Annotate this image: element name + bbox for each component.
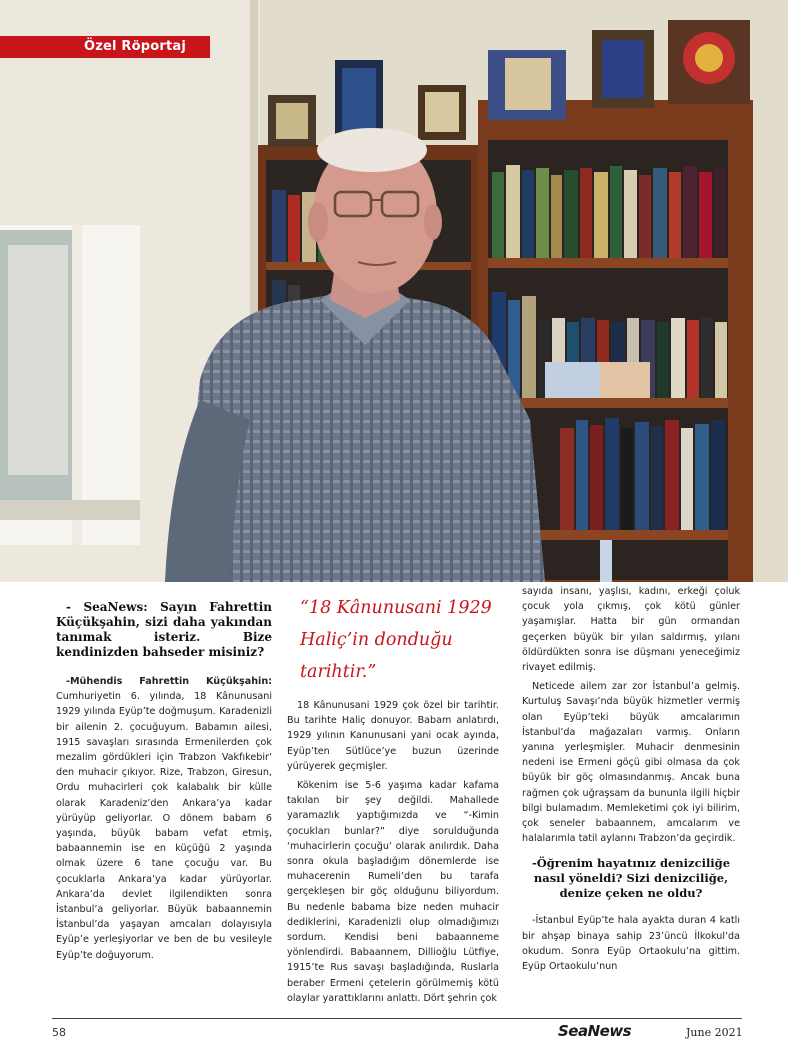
answer-1 [56, 674, 272, 963]
answer-2: -İstanbul Eyüp’te hala ayakta duran 4 katlı bir ahşap binaya sahip 23’üncü İlkokul’da okudum. Sonra Eyüp Ortaokulu’na gittim. Eyüp Ortaokulu’nun [522, 915, 740, 973]
question-1: - SeaNews: Sayın Fahrettin Küçükşahin, sizi daha yakından tanımak isteriz. Bize kendinizden bahseder misiniz? [56, 600, 272, 659]
column-3-paragraph: sayıda insanı, yaşlısı, kadını, erkeği çoluk çocuk yola çıkmış, çok kötü günler yaşamışlar. Hatta bir gün ormandan geçerken büyük bir yılan saldırmış, yılanı öldürdükten sonra ise düşmanı yeneceğimiz rivayet edilmiş. [522, 586, 740, 674]
answer-1-body: Cumhuriyetin 6. yılında, 18 Kânunusani 1929 yılında Eyüp’te doğmuşum. Karadenizli bir ailenin 2. çocuğuyum. Babamın ailesi, 1915 savaşları sırasında Ermenilerden çok mezalim gördükleri için Trabzon Vakfıkebir’ den muhacir çıkıyor. Rize, Trabzon, Giresun, Ordu muhacirleri çok kalabalık bir külle olarak Karadeniz’den Ankara’ya kadar yürüyüp geliyorlar. O dönem babam 6 yaşında, büyük babam vefat etmiş, babaannemin ise en küçüğü 2 yaşında olmak üzere 6 tane çocuğu var. Bu çocuklarla Ankara’ya kadar yürüyorlar. Ankara’da devlet ilgilendikten sonra İstanbul’a geliyorlar. Büyük babaannemin İstanbul’da yaşayan amcaları dolayısıyla Eyüp’e yerleşiyorlar ve ben de bu vesileyle Eyüp’te doğuyorum. [56, 691, 272, 961]
page-number: 58 [52, 1026, 66, 1039]
question-2: -Öğrenim hayatınız denizciliğe nasıl yöneldi? Sizi denizciliğe, denize çeken ne oldu? [531, 856, 731, 901]
answer-1-lead: -Mühendis Fahrettin Küçükşahin: [66, 676, 272, 687]
section-tag: Özel Röportaj [0, 36, 210, 58]
footer-date: June 2021 [686, 1026, 743, 1039]
column-1 [56, 600, 272, 967]
column-3-paragraph: Neticede ailem zar zor İstanbul’a gelmiş. Kurtuluş Savaşı’nda büyük hizmetler vermiş olan Eyüp’teki büyük amcalarımın İstanbul’da mağazaları varmış. Onların yanına yerleşmişler. Muhacir denmesinin nedeni ise Ermeni göçü gibi olmasa da çok büyük bir göç olmasındanmış. Ancak buna rağmen çok uğraşsam da bununla ilgili hiçbir bilgi bulamadım. Memleketimi çok iyi bilirim, çok seneler babaannem, amcalarım ve halalarımla tatil aylarını Trabzon’da geçirdik. [522, 681, 740, 845]
column-2-paragraph: Kökenim ise 5-6 yaşıma kadar kafama takılan bir şey değildi. Mahallede yaramazlık yaptığımızda ve “-Kimin çocukları bunlar?” diye sorulduğunda ‘muhacirlerin çocuğu’ olarak anılırdık. Daha sonra okula başladığım dönemlerde ise muhacerenin Rumeli’den bu tarafa gerçekleşen bir göç olduğunu biliyordum. Bu nedenle babama bize neden muhacir dediklerini, Karadenizli olup olmadığımızı sordum. Kendisi beni babaanneme yönlendirdi. Babaannem, Dillioğlu Lütfiye, 1915’te Rus savaşı başladığında, Ruslarla beraber Ermeni çetelerin görülmemiş kötü olaylar yarattıklarını anlattı. Dört şehrin çok [287, 780, 499, 1004]
column-3 [522, 584, 740, 978]
footer-rule [52, 1018, 742, 1019]
column-2 [287, 698, 499, 1010]
footer-brand: SeaNews [558, 1022, 632, 1040]
pull-quote: “18 Kânunusani 1929 Haliç’in donduğu tarihtir.” [300, 598, 492, 682]
column-2-paragraph: 18 Kânunusani 1929 çok özel bir tarihtir. Bu tarihte Haliç donuyor. Babam anlatırdı, 1929 yılının Kanunusani yani ocak ayında, Eyüp’ten Sütlüce’ye buzun üzerinde yürüyerek geçmişler. [287, 700, 499, 772]
